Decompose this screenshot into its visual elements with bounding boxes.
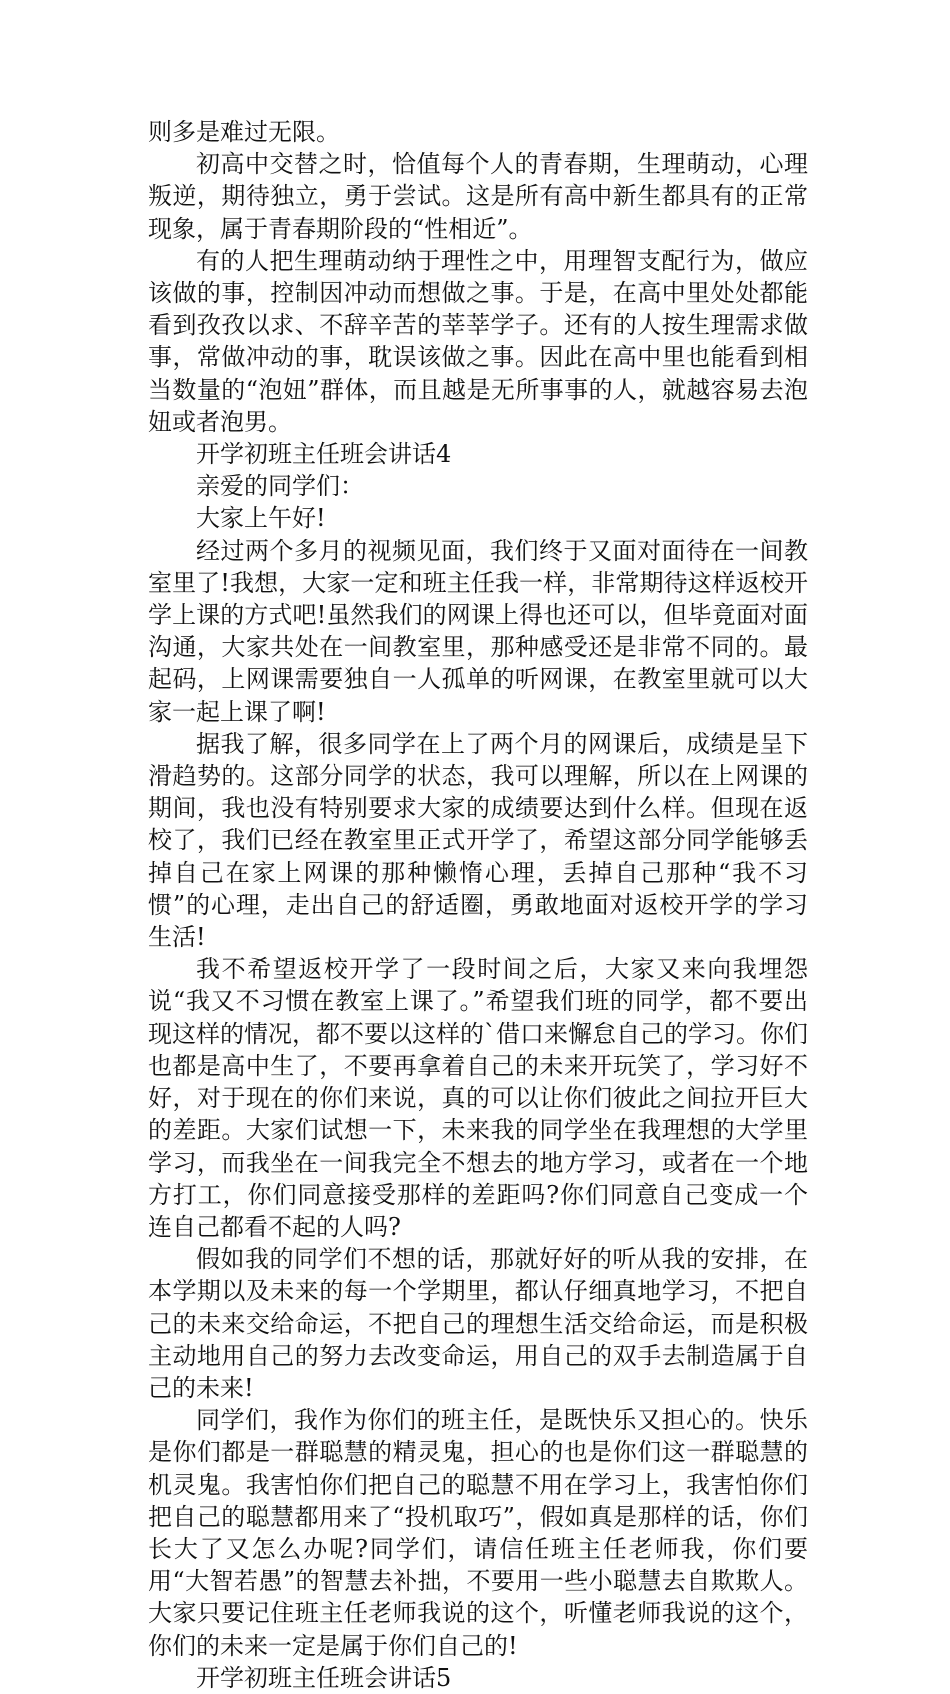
paragraph-rationality: 有的人把生理萌动纳于理性之中，用理智支配行为，做应该做的事，控制因冲动而想做之事。于是，在高中里处处都能看到孜孜以求、不辞辛苦的莘莘学子。还有的人按生理需求做事，常做冲动的事，耽误该做之事。因此在高中里也能看到相当数量的“泡妞”群体，而且越是无所事事的人，就越容易去泡妞或者泡男。 <box>148 246 808 436</box>
paragraph-return-to-school: 经过两个多月的视频见面，我们终于又面对面待在一间教室里了!我想，大家一定和班主任我一样，非常期待这样返校开学上课的方式吧!虽然我们的网课上得也还可以，但毕竟面对面沟通，大家共处在一间教室里，那种感受还是非常不同的。最起码，上网课需要独自一人孤单的听网课，在教室里就可以大家一起上课了啊! <box>148 536 808 726</box>
paragraph-continuation: 则多是难过无限。 <box>148 118 340 146</box>
paragraph-adolescence: 初高中交替之时，恰值每个人的青春期，生理萌动，心理叛逆，期待独立，勇于尝试。这是所有高中新生都具有的正常现象，属于青春期阶段的“性相近”。 <box>148 150 808 243</box>
section-heading-4: 开学初班主任班会讲话4 <box>196 440 452 469</box>
document-body <box>148 116 808 1694</box>
section-heading-5: 开学初班主任班会讲话5 <box>196 1663 452 1692</box>
paragraph-teacher-message: 同学们，我作为你们的班主任，是既快乐又担心的。快乐是你们都是一群聪慧的精灵鬼，担心的也是你们这一群聪慧的机灵鬼。我害怕你们把自己的聪慧不用在学习上，我害怕你们把自己的聪慧都用来了“投机取巧”，假如真是那样的话，你们长大了又怎么办呢?同学们，请信任班主任老师我，你们要用“大智若愚”的智慧去补拙，不要用一些小聪慧去自欺欺人。大家只要记住班主任老师我说的这个，听懂老师我说的这个，你们的未来一定是属于你们自己的! <box>148 1406 808 1660</box>
greeting: 大家上午好! <box>196 504 326 533</box>
paragraph-online-classes: 据我了解，很多同学在上了两个月的网课后，成绩是呈下滑趋势的。这部分同学的状态，我可以理解，所以在上网课的期间，我也没有特别要求大家的成绩要达到什么样。但现在返校了，我们已经在教室里正式开学了，希望这部分同学能够丢掉自己在家上网课的那种懒惰心理，丢掉自己那种“我不习惯”的心理，走出自己的舒适圈，勇敢地面对返校开学的学习生活! <box>148 729 808 952</box>
paragraph-follow-plan: 假如我的同学们不想的话，那就好好的听从我的安排，在本学期以及未来的每一个学期里，都认仔细真地学习，不把自己的未来交给命运，不把自己的理想生活交给命运，而是积极主动地用自己的努力去改变命运，用自己的双手去制造属于自己的未来! <box>148 1245 808 1402</box>
salutation: 亲爱的同学们： <box>196 472 364 501</box>
paragraph-no-excuses: 我不希望返校开学了一段时间之后，大家又来向我埋怨说“我又不习惯在教室上课了。”希望我们班的同学，都不要出现这样的情况，都不要以这样的`借口来懈怠自己的学习。你们也都是高中生了，不要再拿着自己的未来开玩笑了，学习好不好，对于现在的你们来说，真的可以让你们彼此之间拉开巨大的差距。大家们试想一下，未来我的同学坐在我理想的大学里学习，而我坐在一间我完全不想去的地方学习，或者在一个地方打工，你们同意接受那样的差距吗?你们同意自己变成一个连自己都看不起的人吗? <box>148 955 808 1241</box>
